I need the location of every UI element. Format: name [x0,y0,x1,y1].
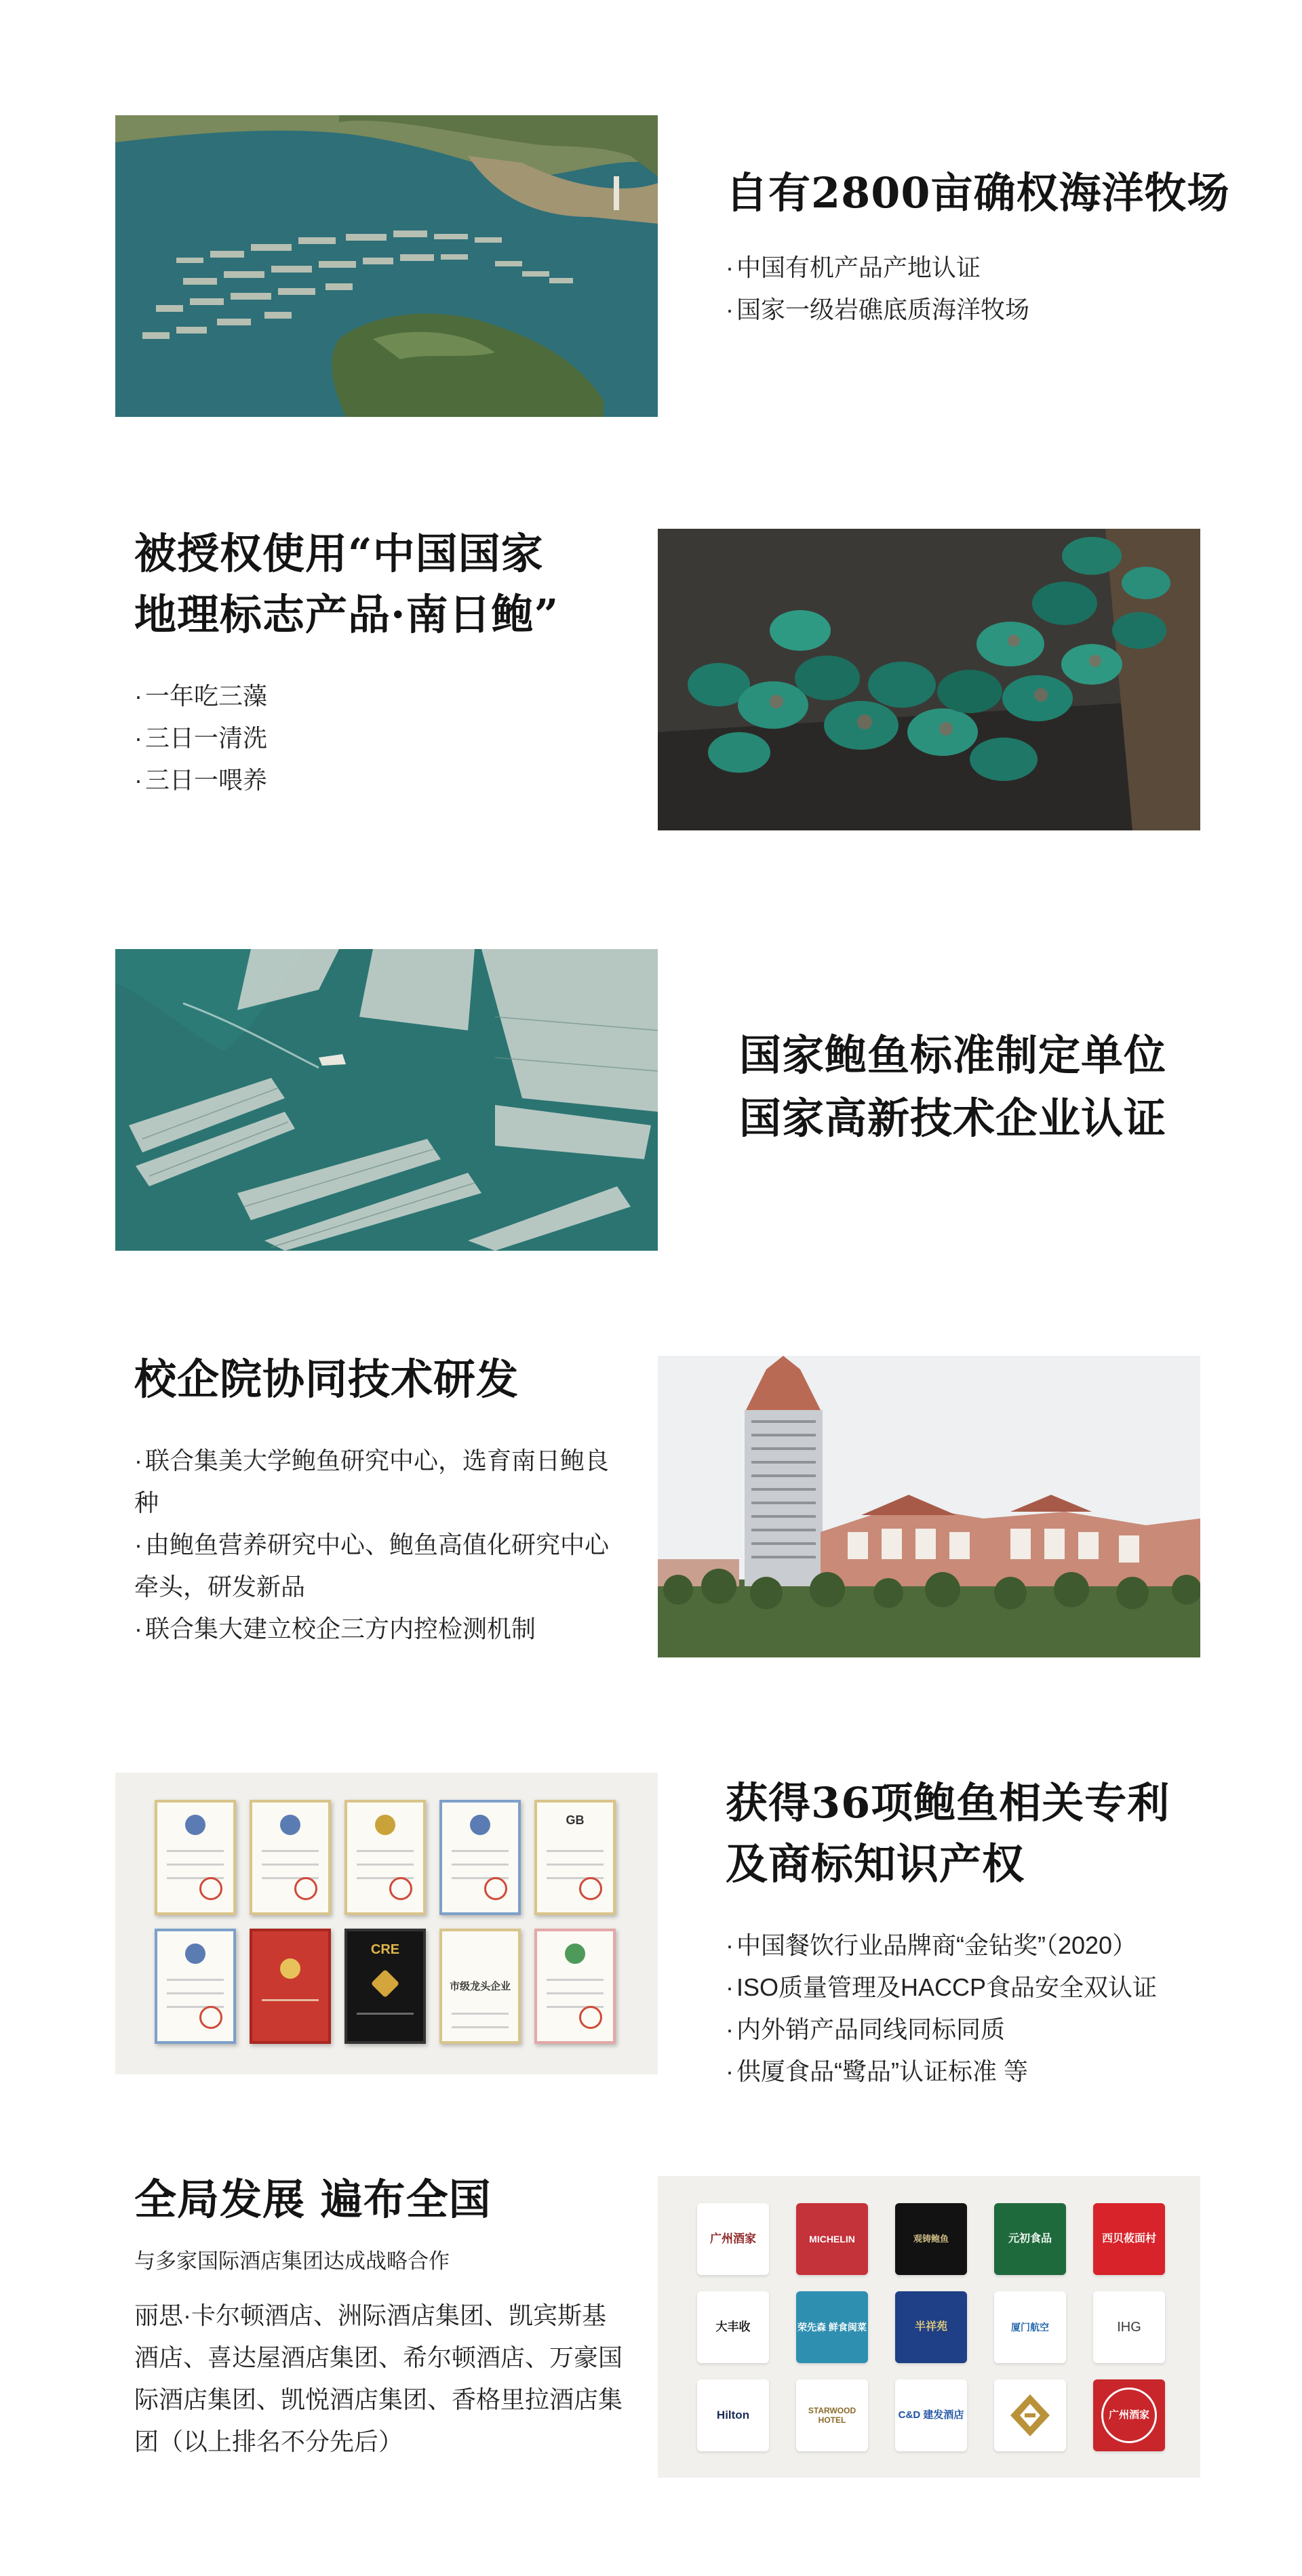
logo-sungeven-foods: 元初食品 [994,2203,1066,2275]
section6-subtitle: 与多家国际酒店集团达成战略合作 [134,2249,450,2273]
certificate-leading-enterprise-label: 市级龙头企业 [449,1981,511,1992]
section2-title-line2: 地理标志产品·南日鲍” [134,589,559,639]
section4-text [134,1349,609,1650]
section2-title-line1: 被授权使用“中国国家 [134,529,544,578]
logo-hilton: Hilton [697,2379,769,2451]
logo-michelin: MICHELIN [796,2203,868,2275]
emblem-icon [280,1815,300,1835]
logo-rongxiansen: 荣先森 鲜食闽菜 [796,2291,868,2363]
logo-guangzhou-restaurant-red: 广州酒家 [1093,2379,1165,2451]
logo-guanzhu-abalone: 观铸鲍鱼 [895,2203,967,2275]
emblem-icon [280,1958,300,1979]
logo-dafengshou: 大丰收 [697,2291,769,2363]
certificate-gb-label: GB [566,1813,585,1827]
section6-title: 全局发展 遍布全国 [134,2175,492,2224]
partner-logo-grid [697,2203,1165,2474]
certificate-image [534,1800,616,1915]
section1-bullet: · 中国有机产品产地认证 [726,247,1255,289]
section3-title-line1: 国家鲍鱼标准制定单位 [739,1030,1167,1080]
section5-text [726,1773,1282,2093]
emblem-icon [185,1815,205,1835]
certificate-image [344,1800,426,1915]
certificate-image [439,1800,521,1915]
certificates-panel [115,1773,658,2074]
logo-ihg: IHG [1093,2291,1165,2363]
section3-text [739,1024,1255,1150]
certificate-image [155,1929,236,2044]
diamond-icon [371,1969,399,1998]
emblem-icon [185,1944,205,1964]
section6-body: 丽思·卡尔顿酒店、洲际酒店集团、凯宾斯基酒店、喜达屋酒店集团、希尔顿酒店、万豪国际酒店集团、凯悦酒店集团、香格里拉酒店集团（以上排名不分先后） [134,2301,623,2455]
logo-cd-hotel: C&D 建发酒店 [895,2379,967,2451]
logo-starwood: STARWOOD HOTEL [796,2379,868,2451]
section4-bullet: · 由鲍鱼营养研究中心、鲍鱼高值化研究中心牵头，研发新品 [134,1524,609,1608]
university-building-photo [658,1356,1200,1657]
section5-title [726,1773,1282,1895]
seal-icon [294,1877,317,1900]
logo-xiamen-airlines: 厦门航空 [994,2291,1066,2363]
seal-icon [484,1877,507,1900]
section2-bullet: · 一年吃三藻 [134,675,650,717]
emblem-icon [470,1815,490,1835]
certificate-cre-label: CRE [370,1942,400,1957]
seal-icon [199,1877,222,1900]
seal-icon [199,2006,222,2029]
section4-bullet: · 联合集美大学鲍鱼研究中心，选育南日鲍良种 [134,1440,609,1524]
partner-logos-panel [658,2176,1200,2478]
logo-xibei: 西贝莜面村 [1093,2203,1165,2275]
certificate-image [155,1800,236,1915]
section5-bullet: · 中国餐饮行业品牌商“金钻奖”（2020） [726,1925,1282,1967]
section1-text [726,163,1255,331]
seal-icon [579,2006,602,2029]
section1-title: 自有2800亩确权海洋牧场 [726,168,1230,218]
aerial-bay-photo [115,115,658,417]
section2-title [134,523,650,645]
section5-bullet: · 供厦食品“鹭品”认证标准 等 [726,2051,1282,2093]
certificate-image [344,1929,426,2044]
logo-banxiangyuan: 半祥苑 [895,2291,967,2363]
section1-bullet: · 国家一级岩礁底质海洋牧场 [726,289,1255,331]
certificate-image [250,1800,331,1915]
section5-title-line2: 及商标知识产权 [726,1838,1025,1889]
section5-bullet: · ISO质量管理及HACCP食品安全双认证 [726,1967,1282,2009]
seal-icon [579,1877,602,1900]
section2-bullet: · 三日一喂养 [134,759,650,801]
section3-title-line2: 国家高新技术企业认证 [739,1093,1167,1143]
certificate-image [534,1929,616,2044]
seal-icon [389,1877,412,1900]
logo-guangzhou-restaurant: 广州酒家 [697,2203,769,2275]
section5-title-line1: 获得36项鲍鱼相关专利 [726,1778,1170,1828]
emblem-icon [565,1944,585,1964]
certificate-image [250,1929,331,2044]
section5-bullet: · 内外销产品同线同标同质 [726,2009,1282,2051]
emblem-icon [375,1815,395,1835]
section3-title [739,1024,1255,1150]
certificate-grid [155,1800,616,2071]
section4-bullet: · 联合集大建立校企三方内控检测机制 [134,1608,609,1650]
abalone-photo [658,529,1200,830]
section4-title: 校企院协同技术研发 [134,1354,519,1404]
section2-bullet: · 三日一清洗 [134,717,650,759]
section6-text [134,2169,623,2463]
fish-farm-aerial-photo [115,949,658,1251]
logo-gold-emblem-icon [994,2379,1066,2451]
certificate-image [439,1929,521,2044]
section2-text [134,523,650,801]
